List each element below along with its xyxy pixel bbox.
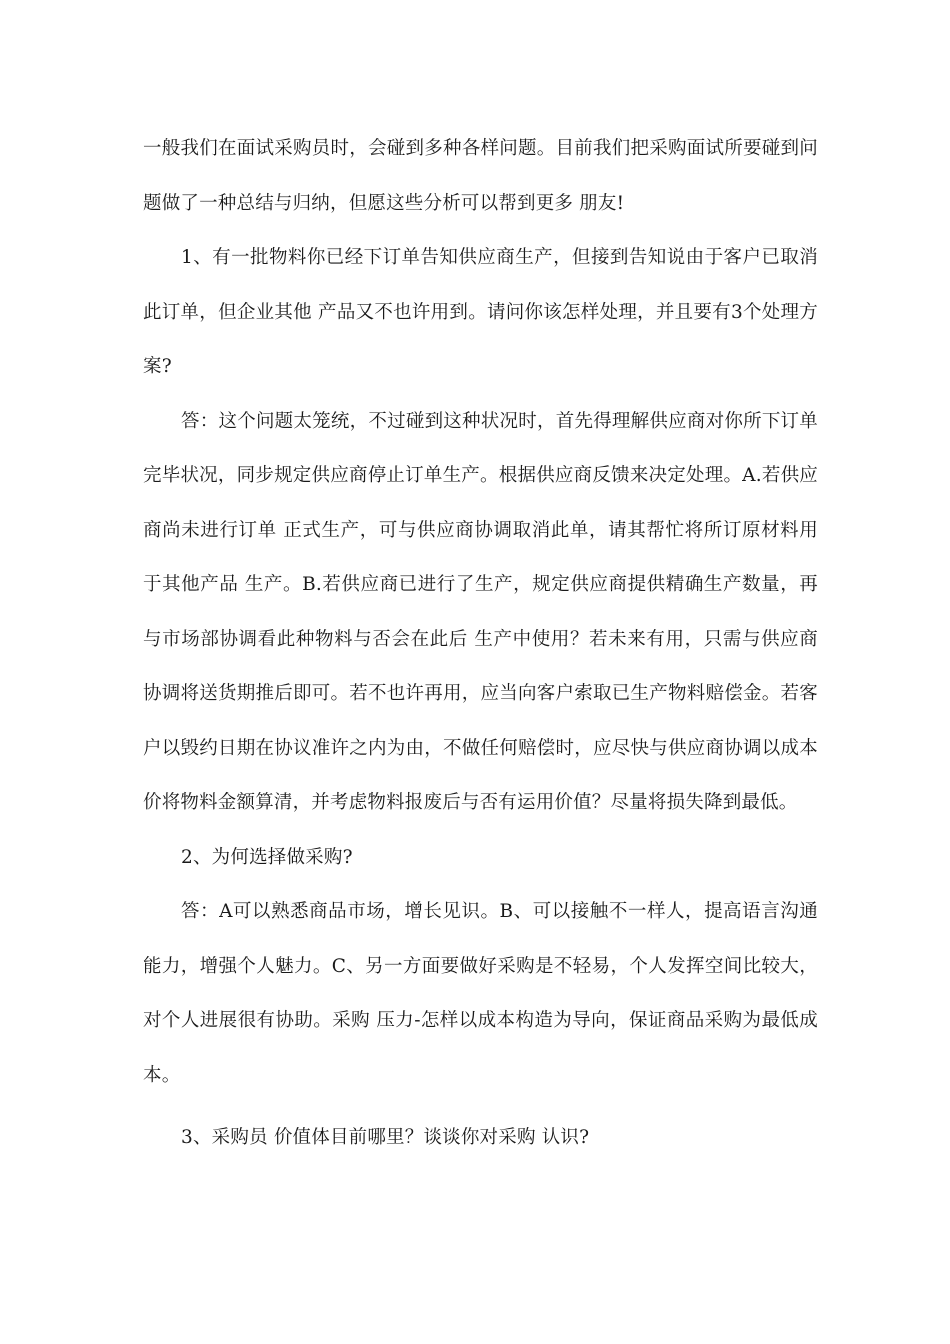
- answer-1: 答：这个问题太笼统，不过碰到这种状况时，首先得理解供应商对你所下订单完毕状况，同步规定供应商停止订单生产。根据供应商反馈来决定处理。A.若供应商尚未进行订单 正式生产，可与供应商协调取消此单，请其帮忙将所订原材料用于其他产品 生产。B.若供应商已进行了生产，规定供应商提供精确生产数量，再与市场部协调看此种物料与否会在此后 生产中使用？若未来有用，只需与供应商协调将送货期推后即可。若不也许再用，应当向客户索取已生产物料赔偿金。若客户以毁约日期在协议准许之内为由，不做任何赔偿时，应尽快与供应商协调以成本价将物料金额算清，并考虑物料报废后与否有运用价值？尽量将损失降到最低。: [143, 410, 818, 813]
- intro-paragraph: 一般我们在面试采购员时，会碰到多种各样问题。目前我们把采购面试所要碰到问题做了一种总结与归纳，但愿这些分析可以帮到更多 朋友!: [143, 138, 818, 214]
- question-2: 2、为何选择做采购?: [181, 846, 353, 868]
- question-3: 3、采购员 价值体目前哪里？谈谈你对采购 认识?: [181, 1127, 590, 1148]
- question-1: 1、有一批物料你已经下订单告知供应商生产，但接到告知说由于客户已取消此订单，但企业其他 产品又不也许用到。请问你该怎样处理，并且要有3个处理方案?: [143, 247, 818, 377]
- answer-2: 答：A可以熟悉商品市场，增长见识。B、可以接触不一样人，提高语言沟通能力，增强个人魅力。C、另一方面要做好采购是不轻易，个人发挥空间比较大，对个人进展很有协助。采购 压力-怎样以成本构造为导向，保证商品采购为最低成本。: [143, 901, 818, 1086]
- document-body: [143, 122, 818, 1166]
